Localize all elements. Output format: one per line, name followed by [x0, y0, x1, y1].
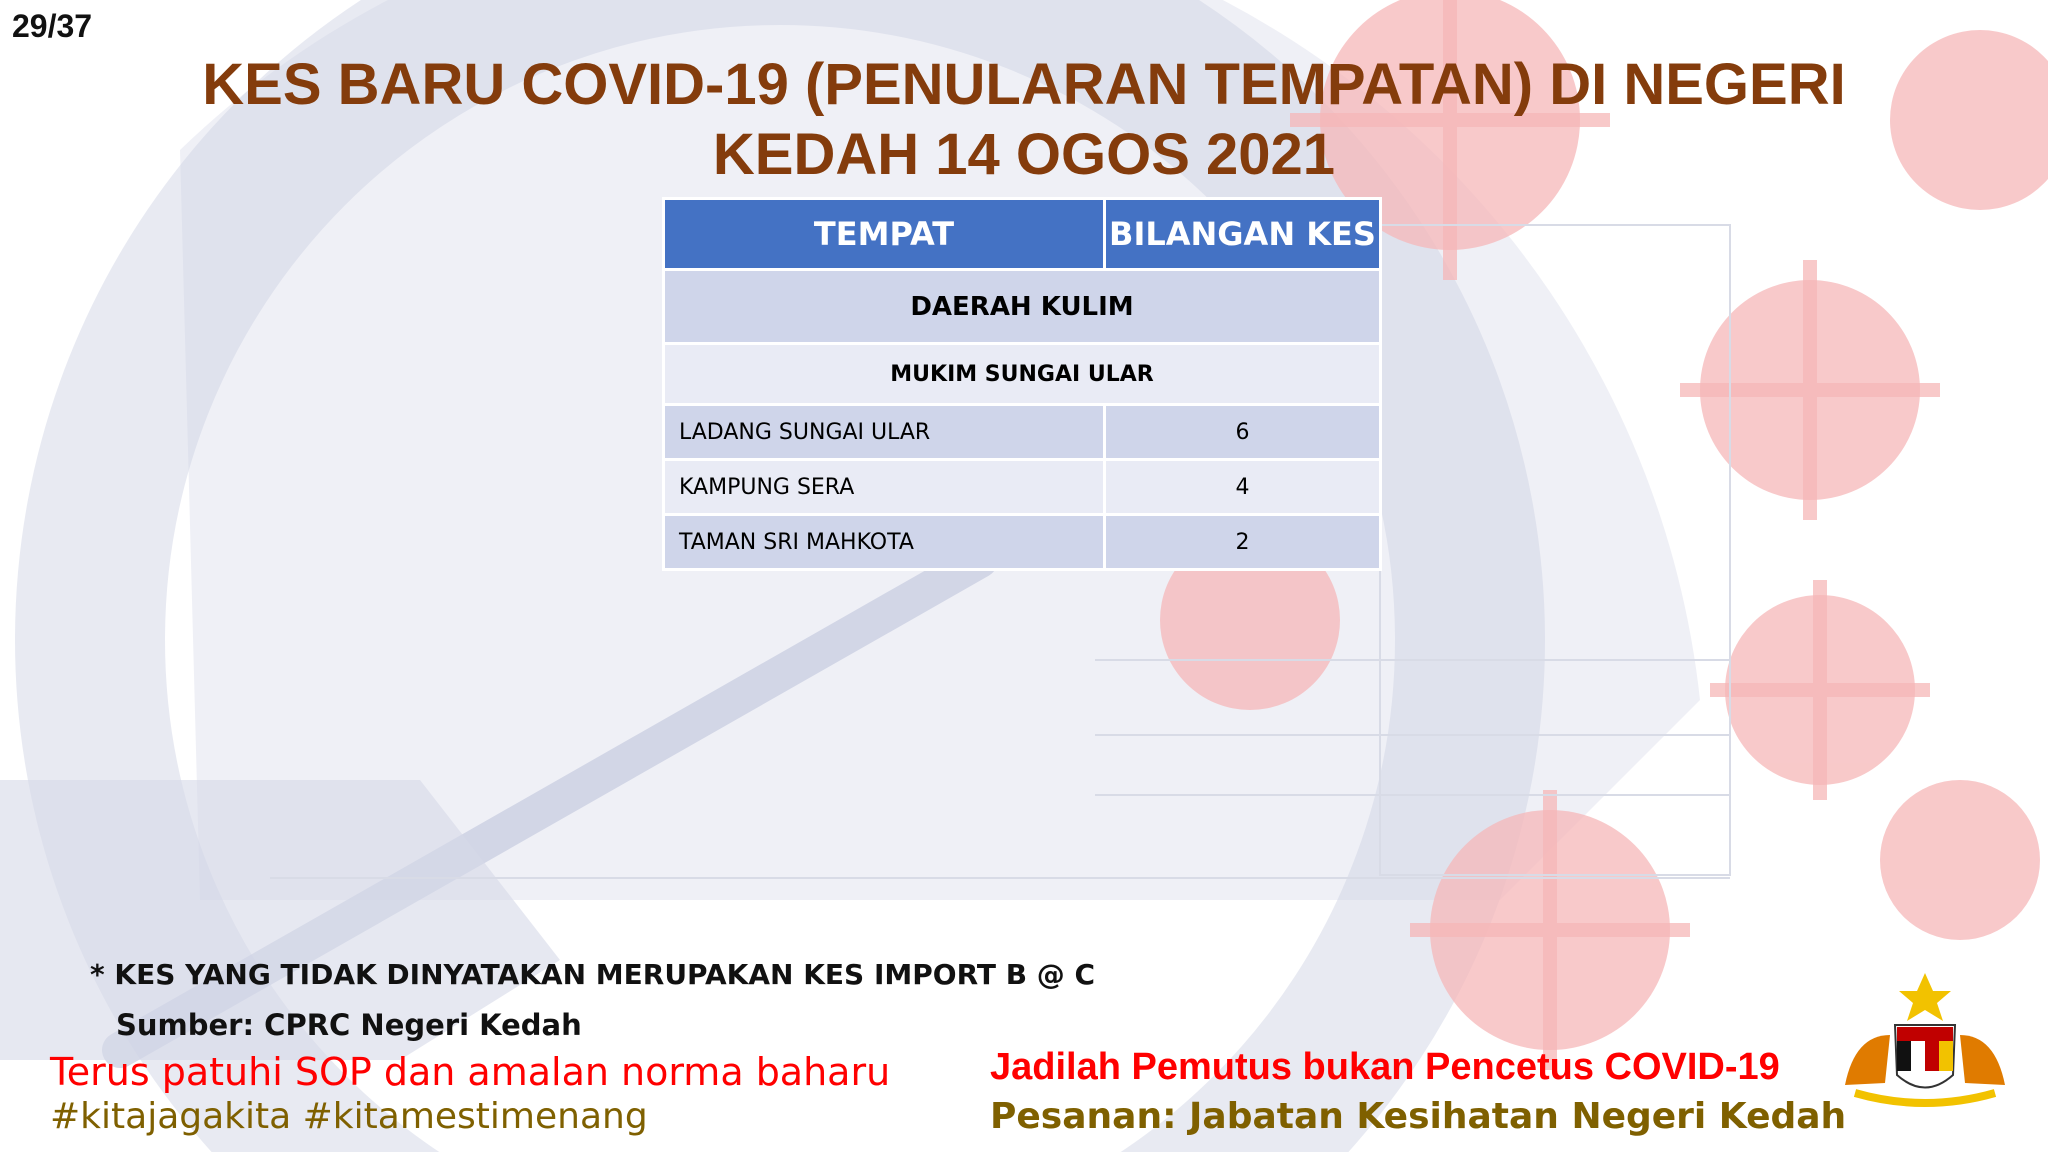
message-credit: Pesanan: Jabatan Kesihatan Negeri Kedah — [990, 1096, 1847, 1137]
coat-of-arms-logo — [1825, 965, 2025, 1115]
table-row — [664, 405, 1381, 460]
cases-cell: 6 — [1105, 405, 1381, 460]
mukim-row — [664, 344, 1381, 405]
header-tempat: TEMPAT — [664, 199, 1105, 270]
place-cell: TAMAN SRI MAHKOTA — [664, 515, 1105, 570]
place-cell: KAMPUNG SERA — [664, 460, 1105, 515]
sop-advice: Terus patuhi SOP dan amalan norma baharu — [50, 1050, 891, 1094]
source-text: Sumber: CPRC Negeri Kedah — [116, 1008, 582, 1042]
district-row — [664, 270, 1381, 344]
page-indicator: 29/37 — [12, 8, 93, 44]
cases-cell: 2 — [1105, 515, 1381, 570]
table-header-row — [664, 199, 1381, 270]
slogan: Jadilah Pemutus bukan Pencetus COVID-19 — [990, 1046, 1780, 1088]
place-cell: LADANG SUNGAI ULAR — [664, 405, 1105, 460]
import-case-note: * KES YANG TIDAK DINYATAKAN MERUPAKAN KES IMPORT B @ C — [90, 958, 1096, 991]
table-row — [664, 460, 1381, 515]
header-bilangan-kes: BILANGAN KES — [1105, 199, 1381, 270]
mukim-label: MUKIM SUNGAI ULAR — [664, 344, 1381, 405]
page-title-line2: KEDAH 14 OGOS 2021 — [712, 122, 1336, 187]
cases-cell: 4 — [1105, 460, 1381, 515]
table-row — [664, 515, 1381, 570]
district-label: DAERAH KULIM — [664, 270, 1381, 344]
page-title-line1: KES BARU COVID-19 (PENULARAN TEMPATAN) DI NEGERI — [202, 52, 1846, 117]
hashtags: #kitajagakita #kitamestimenang — [50, 1096, 648, 1137]
cases-table — [662, 197, 1382, 571]
